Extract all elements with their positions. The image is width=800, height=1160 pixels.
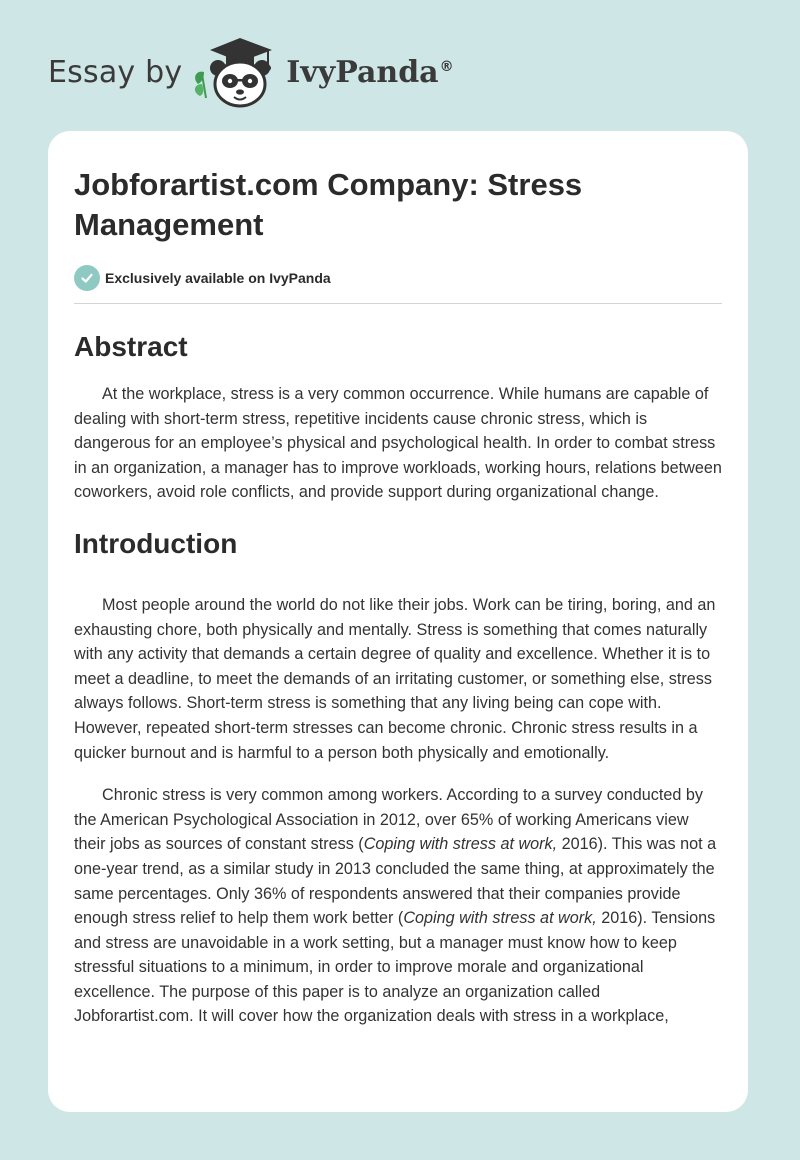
- exclusive-badge: [74, 265, 722, 291]
- brand-prefix: Essay by: [48, 54, 183, 90]
- abstract-paragraph: At the workplace, stress is a very common occurrence. While humans are capable of dealing with short-term stress, repetitive incidents cause chronic stress, which is dangerous for an employee’s physical and psychological health. In order to combat stress in an organization, a manager has to improve workloads, working hours, relations between coworkers, avoid role conflicts, and provide support during organizational change.: [74, 385, 722, 502]
- citation: Coping with stress at work,: [403, 909, 597, 928]
- registered-mark: ®: [439, 58, 454, 75]
- citation: Coping with stress at work,: [363, 835, 558, 854]
- essay-card: [48, 131, 748, 1112]
- panda-graduate-icon: [190, 34, 282, 110]
- exclusive-label: Exclusively available on IvyPanda: [105, 270, 331, 286]
- introduction-paragraph-1: Most people around the world do not like their jobs. Work can be tiring, boring, and an exhausting chore, both physically and mentally. Stress is something that comes naturally with any activity that demands a certain degree of quality and excellence. Whether it is to meet a deadline, to meet the demands of an irritating customer, or something else, stress always follows. Short-term stress is something that any living being can cope with. However, repeated short-term stresses can become chronic. Chronic stress results in a quicker burnout and is harmful to a person both physically and emotionally.: [74, 595, 716, 762]
- check-icon: [74, 265, 100, 291]
- divider: [74, 303, 722, 304]
- brand-header: [48, 34, 454, 110]
- introduction-heading: Introduction: [74, 527, 238, 559]
- brand-name: IvyPanda®: [286, 54, 454, 90]
- abstract-heading: Abstract: [74, 331, 188, 362]
- essay-title: Jobforartist.com Company: Stress Management: [74, 167, 583, 242]
- introduction-paragraph-2: Chronic stress is very common among workers. According to a survey conducted by the American Psychological Association in 2012, over 65% of working Americans view their jobs as sources of constant stress (Coping with stress at work, 2016). This was not a one-year trend, as a similar study in 2013 concluded the same thing, at approximately the same percentages. Only 36% of respondents answered that their companies provide enough stress relief to help them work better (Coping with stress at work, 2016). Tensions and stress are unavoidable in a work setting, but a manager must know how to keep stressful situations to a minimum, in order to improve morale and organizational excellence. The purpose of this paper is to analyze an organization called Jobforartist.com. It will cover how the organization deals with stress in a workplace,: [74, 786, 717, 1026]
